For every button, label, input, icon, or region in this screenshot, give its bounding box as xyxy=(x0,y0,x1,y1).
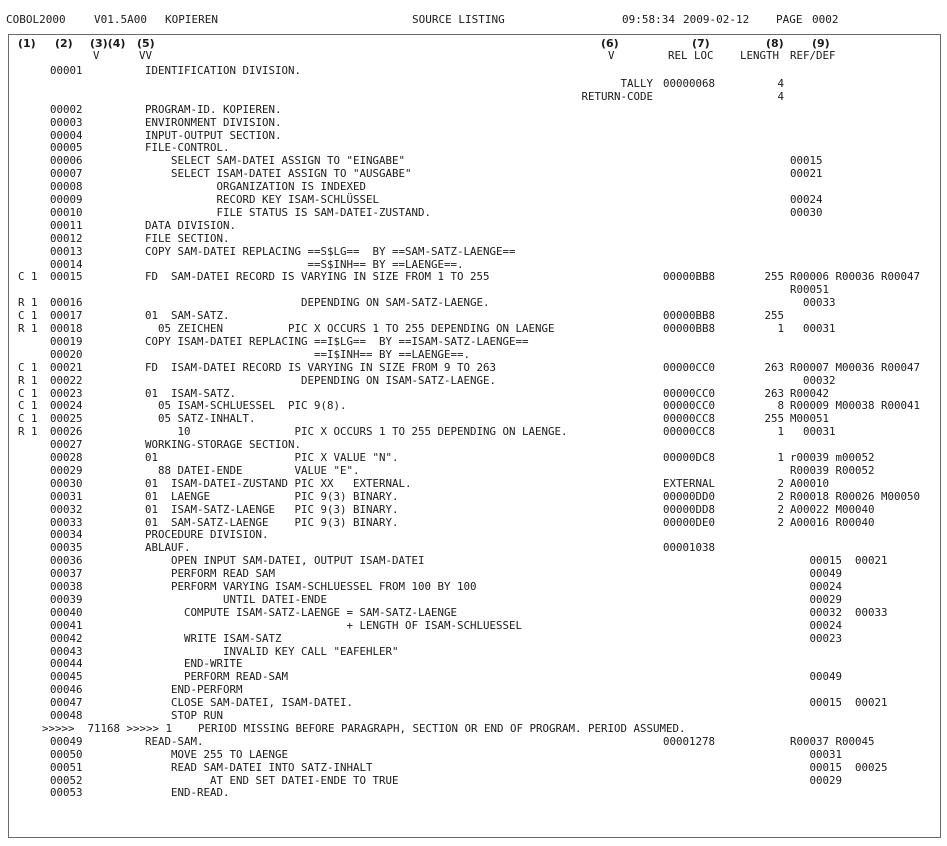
column-header-rel-loc: REL LOC xyxy=(668,49,714,62)
source-text: 10 PIC X OCCURS 1 TO 255 DEPENDING ON LAENGE. xyxy=(145,425,568,439)
line-number: 00022 xyxy=(50,373,83,387)
field-length: 1 xyxy=(777,425,784,439)
ref-def: A00016 R00040 xyxy=(790,515,875,529)
line-number: 00036 xyxy=(50,554,83,568)
ref-def: 00029 xyxy=(790,773,843,787)
ref-def: 00015 00021 xyxy=(790,554,888,568)
line-number: 00040 xyxy=(50,605,83,619)
field-length: 2 xyxy=(777,502,784,516)
ref-def: R00006 R00036 R00047 xyxy=(790,270,921,284)
source-text: PROCEDURE DIVISION. xyxy=(145,528,269,542)
line-number: 00029 xyxy=(50,463,83,477)
ref-def: 00015 xyxy=(790,154,823,168)
source-text: SELECT ISAM-DATEI ASSIGN TO "AUSGABE" xyxy=(145,167,412,181)
module-name: KOPIEREN xyxy=(165,13,218,26)
source-text: COMPUTE ISAM-SATZ-LAENGE = SAM-SATZ-LAENGE xyxy=(145,605,458,619)
line-number: 00047 xyxy=(50,696,83,710)
line-number: 00024 xyxy=(50,399,83,413)
source-text: ORGANIZATION IS INDEXED xyxy=(145,180,367,194)
diagnostic-message: >>>>> 71168 >>>>> 1 PERIOD MISSING BEFORE PARAGRAPH, SECTION OR END OF PROGRAM. PERIOD ASSUMED. xyxy=(42,721,686,735)
source-text: COPY SAM-DATEI REPLACING ==S$LG== BY ==SAM-SATZ-LAENGE== xyxy=(145,244,516,258)
column-header-refdef: REF/DEF xyxy=(790,49,836,62)
source-text: END-PERFORM xyxy=(145,683,243,697)
source-text: UNTIL DATEI-ENDE xyxy=(145,592,328,606)
line-number: 00049 xyxy=(50,734,83,748)
line-number: 00044 xyxy=(50,657,83,671)
rel-loc: 00000CC8 xyxy=(663,412,716,426)
column-marker-7: (7) xyxy=(692,37,710,50)
rel-loc: EXTERNAL xyxy=(663,476,716,490)
line-number: 00026 xyxy=(50,425,83,439)
source-text: 01 ISAM-SATZ. xyxy=(145,386,237,400)
column-marker-1: (1) xyxy=(18,37,36,50)
column-header-length: LENGTH xyxy=(740,49,780,62)
line-number: 00005 xyxy=(50,141,83,155)
source-text: ABLAUF. xyxy=(145,541,191,555)
product-name: COBOL2000 xyxy=(6,13,66,26)
ref-def: R00051 xyxy=(790,283,830,297)
line-number: 00030 xyxy=(50,476,83,490)
line-flag: C 1 xyxy=(18,270,38,284)
source-text: FILE STATUS IS SAM-DATEI-ZUSTAND. xyxy=(145,205,432,219)
field-length: 1 xyxy=(777,322,784,335)
source-text: PERFORM VARYING ISAM-SCHLUESSEL FROM 100 BY 100 xyxy=(145,580,477,593)
source-text: DEPENDING ON ISAM-SATZ-LAENGE. xyxy=(145,373,497,387)
ref-def: 00031 xyxy=(790,747,843,761)
rel-loc: 00000DE0 xyxy=(663,515,716,529)
field-length: 263 xyxy=(764,360,784,374)
line-number: 00015 xyxy=(50,270,83,284)
line-flag: C 1 xyxy=(18,360,38,374)
line-number: 00034 xyxy=(50,528,83,542)
rel-loc: 00000BB8 xyxy=(663,322,716,335)
column-marker-8: (8) xyxy=(766,37,784,50)
line-flag: C 1 xyxy=(18,386,38,400)
line-number: 00037 xyxy=(50,567,83,581)
column-sub-v-6: V xyxy=(608,49,615,62)
line-number: 00008 xyxy=(50,180,83,194)
source-text: FILE SECTION. xyxy=(145,231,230,245)
field-length: 2 xyxy=(777,489,784,503)
ref-def: 00024 xyxy=(790,618,843,632)
source-text: PROGRAM-ID. KOPIEREN. xyxy=(145,102,282,116)
line-number: 00043 xyxy=(50,644,83,658)
source-text: END-READ. xyxy=(145,786,230,800)
line-number: 00014 xyxy=(50,257,83,271)
source-text: DEPENDING ON SAM-SATZ-LAENGE. xyxy=(145,296,490,310)
line-flag: C 1 xyxy=(18,412,38,426)
ref-def: 00031 xyxy=(790,425,836,439)
source-text: ==I$INH== BY ==LAENGE==. xyxy=(145,347,471,361)
source-text: 01 LAENGE PIC 9(3) BINARY. xyxy=(145,489,399,503)
line-number: 00006 xyxy=(50,154,83,168)
source-text: 05 ISAM-SCHLUESSEL PIC 9(8). xyxy=(145,399,347,413)
line-number: 00001 xyxy=(50,64,83,77)
line-number: 00009 xyxy=(50,193,83,206)
rel-loc: 00000DD0 xyxy=(663,489,716,503)
line-number: 00003 xyxy=(50,115,83,129)
source-text: 05 ZEICHEN PIC X OCCURS 1 TO 255 DEPENDING ON LAENGE xyxy=(145,322,555,335)
source-text: DATA DIVISION. xyxy=(145,218,237,232)
source-text: 88 DATEI-ENDE VALUE "E". xyxy=(145,463,360,477)
line-number: 00020 xyxy=(50,347,83,361)
special-register: TALLY xyxy=(620,76,653,90)
line-number: 00010 xyxy=(50,205,83,219)
source-text: SELECT SAM-DATEI ASSIGN TO "EINGABE" xyxy=(145,154,406,168)
ref-def: R00009 M00038 R00041 xyxy=(790,399,921,413)
line-flag: R 1 xyxy=(18,425,38,439)
source-text: 01 ISAM-DATEI-ZUSTAND PIC XX EXTERNAL. xyxy=(145,476,412,490)
source-text: ENVIRONMENT DIVISION. xyxy=(145,115,282,129)
field-length: 8 xyxy=(777,399,784,413)
ref-def: 00015 00021 xyxy=(790,696,888,710)
rel-loc: 00001038 xyxy=(663,541,716,555)
ref-def: r00039 m00052 xyxy=(790,451,875,464)
line-number: 00028 xyxy=(50,451,83,464)
rel-loc: 00000CC0 xyxy=(663,386,716,400)
ref-def: 00030 xyxy=(790,205,823,219)
line-number: 00027 xyxy=(50,438,83,452)
page-number: 0002 xyxy=(812,13,839,26)
field-length: 2 xyxy=(777,515,784,529)
line-number: 00051 xyxy=(50,760,83,774)
rel-loc: 00000DC8 xyxy=(663,451,716,464)
rel-loc: 00000CC8 xyxy=(663,425,716,439)
ref-def: 00015 00025 xyxy=(790,760,888,774)
line-number: 00012 xyxy=(50,231,83,245)
column-marker-2: (2) xyxy=(55,37,73,50)
line-number: 00052 xyxy=(50,773,83,787)
rel-loc: 00000BB8 xyxy=(663,270,716,284)
source-text: 01 ISAM-SATZ-LAENGE PIC 9(3) BINARY. xyxy=(145,502,399,516)
line-number: 00032 xyxy=(50,502,83,516)
field-length: 255 xyxy=(764,412,784,426)
special-register: RETURN-CODE xyxy=(581,89,653,103)
page-label: PAGE xyxy=(776,13,803,26)
field-length: 1 xyxy=(777,451,784,464)
source-text: 01 PIC X VALUE "N". xyxy=(145,451,399,464)
version: V01.5A00 xyxy=(94,13,147,26)
rel-loc: 00000068 xyxy=(663,76,716,90)
line-number: 00002 xyxy=(50,102,83,116)
column-marker-3-4: (3)(4) xyxy=(90,37,126,50)
listing-time: 09:58:34 xyxy=(622,13,675,26)
field-length: 2 xyxy=(777,476,784,490)
source-text: MOVE 255 TO LAENGE xyxy=(145,747,289,761)
rel-loc: 00001278 xyxy=(663,734,716,748)
line-number: 00017 xyxy=(50,309,83,323)
field-length: 255 xyxy=(764,270,784,284)
listing-title: SOURCE LISTING xyxy=(412,13,505,26)
source-text: 01 SAM-SATZ. xyxy=(145,309,230,323)
line-number: 00048 xyxy=(50,709,83,722)
line-number: 00021 xyxy=(50,360,83,374)
line-number: 00004 xyxy=(50,128,83,142)
ref-def: A00010 xyxy=(790,476,830,490)
line-number: 00045 xyxy=(50,670,83,684)
rel-loc: 00000CC0 xyxy=(663,360,716,374)
line-number: 00023 xyxy=(50,386,83,400)
source-text: INPUT-OUTPUT SECTION. xyxy=(145,128,282,142)
ref-def: R00007 M00036 R00047 xyxy=(790,360,921,374)
ref-def: 00023 xyxy=(790,631,843,645)
ref-def: 00029 xyxy=(790,592,843,606)
source-text: 01 SAM-SATZ-LAENGE PIC 9(3) BINARY. xyxy=(145,515,399,529)
source-text: INVALID KEY CALL "EAFEHLER" xyxy=(145,644,399,658)
column-marker-5: (5) xyxy=(137,37,155,50)
source-text: WORKING-STORAGE SECTION. xyxy=(145,438,302,452)
line-number: 00053 xyxy=(50,786,83,800)
rel-loc: 00000DD8 xyxy=(663,502,716,516)
source-text: 05 SATZ-INHALT. xyxy=(145,412,256,426)
line-number: 00018 xyxy=(50,322,83,335)
line-number: 00041 xyxy=(50,618,83,632)
ref-def: 00049 xyxy=(790,567,843,581)
line-number: 00013 xyxy=(50,244,83,258)
source-text: CLOSE SAM-DATEI, ISAM-DATEI. xyxy=(145,696,354,710)
field-length: 4 xyxy=(777,89,784,103)
source-text: END-WRITE xyxy=(145,657,243,671)
source-text: READ-SAM. xyxy=(145,734,204,748)
source-text: RECORD KEY ISAM-SCHLÜSSEL xyxy=(145,193,380,206)
source-text: FD SAM-DATEI RECORD IS VARYING IN SIZE FROM 1 TO 255 xyxy=(145,270,490,284)
source-text: IDENTIFICATION DIVISION. xyxy=(145,64,302,77)
line-number: 00011 xyxy=(50,218,83,232)
source-text: FILE-CONTROL. xyxy=(145,141,230,155)
column-marker-6: (6) xyxy=(601,37,619,50)
source-text: COPY ISAM-DATEI REPLACING ==I$LG== BY ==ISAM-SATZ-LAENGE== xyxy=(145,334,529,348)
line-number: 00038 xyxy=(50,580,83,593)
ref-def: 00024 xyxy=(790,193,823,206)
source-text: WRITE ISAM-SATZ xyxy=(145,631,282,645)
ref-def: R00037 R00045 xyxy=(790,734,875,748)
ref-def: R00042 xyxy=(790,386,830,400)
line-number: 00016 xyxy=(50,296,83,310)
ref-def: 00024 xyxy=(790,580,843,593)
source-text: PERFORM READ SAM xyxy=(145,567,276,581)
ref-def: 00021 xyxy=(790,167,823,181)
ref-def: 00049 xyxy=(790,670,843,684)
column-marker-9: (9) xyxy=(812,37,830,50)
listing-date: 2009-02-12 xyxy=(683,13,750,26)
line-number: 00033 xyxy=(50,515,83,529)
field-length: 255 xyxy=(764,309,784,323)
line-number: 00046 xyxy=(50,683,83,697)
source-text: OPEN INPUT SAM-DATEI, OUTPUT ISAM-DATEI xyxy=(145,554,425,568)
line-flag: C 1 xyxy=(18,399,38,413)
line-number: 00031 xyxy=(50,489,83,503)
source-text: AT END SET DATEI-ENDE TO TRUE xyxy=(145,773,399,787)
line-number: 00035 xyxy=(50,541,83,555)
source-text: STOP RUN xyxy=(145,709,224,722)
ref-def: 00031 xyxy=(790,322,836,335)
ref-def: 00033 xyxy=(790,296,836,310)
line-number: 00019 xyxy=(50,334,83,348)
line-number: 00039 xyxy=(50,592,83,606)
line-number: 00025 xyxy=(50,412,83,426)
field-length: 4 xyxy=(777,76,784,90)
source-text: + LENGTH OF ISAM-SCHLUESSEL xyxy=(145,618,523,632)
ref-def: R00018 R00026 M00050 xyxy=(790,489,921,503)
ref-def: 00032 xyxy=(790,373,836,387)
line-flag: R 1 xyxy=(18,296,38,310)
source-text: FD ISAM-DATEI RECORD IS VARYING IN SIZE FROM 9 TO 263 xyxy=(145,360,497,374)
ref-def: R00039 R00052 xyxy=(790,463,875,477)
column-sub-v: V xyxy=(93,49,100,62)
source-text: ==S$INH== BY ==LAENGE==. xyxy=(145,257,464,271)
line-number: 00007 xyxy=(50,167,83,181)
ref-def: 00032 00033 xyxy=(790,605,888,619)
line-flag: R 1 xyxy=(18,373,38,387)
rel-loc: 00000CC0 xyxy=(663,399,716,413)
source-text: READ SAM-DATEI INTO SATZ-INHALT xyxy=(145,760,373,774)
ref-def: M00051 xyxy=(790,412,830,426)
column-sub-vv: VV xyxy=(139,49,153,62)
rel-loc: 00000BB8 xyxy=(663,309,716,323)
line-number: 00050 xyxy=(50,747,83,761)
line-flag: C 1 xyxy=(18,309,38,323)
line-number: 00042 xyxy=(50,631,83,645)
field-length: 263 xyxy=(764,386,784,400)
source-text: PERFORM READ-SAM xyxy=(145,670,289,684)
line-flag: R 1 xyxy=(18,322,38,335)
ref-def: A00022 M00040 xyxy=(790,502,875,516)
